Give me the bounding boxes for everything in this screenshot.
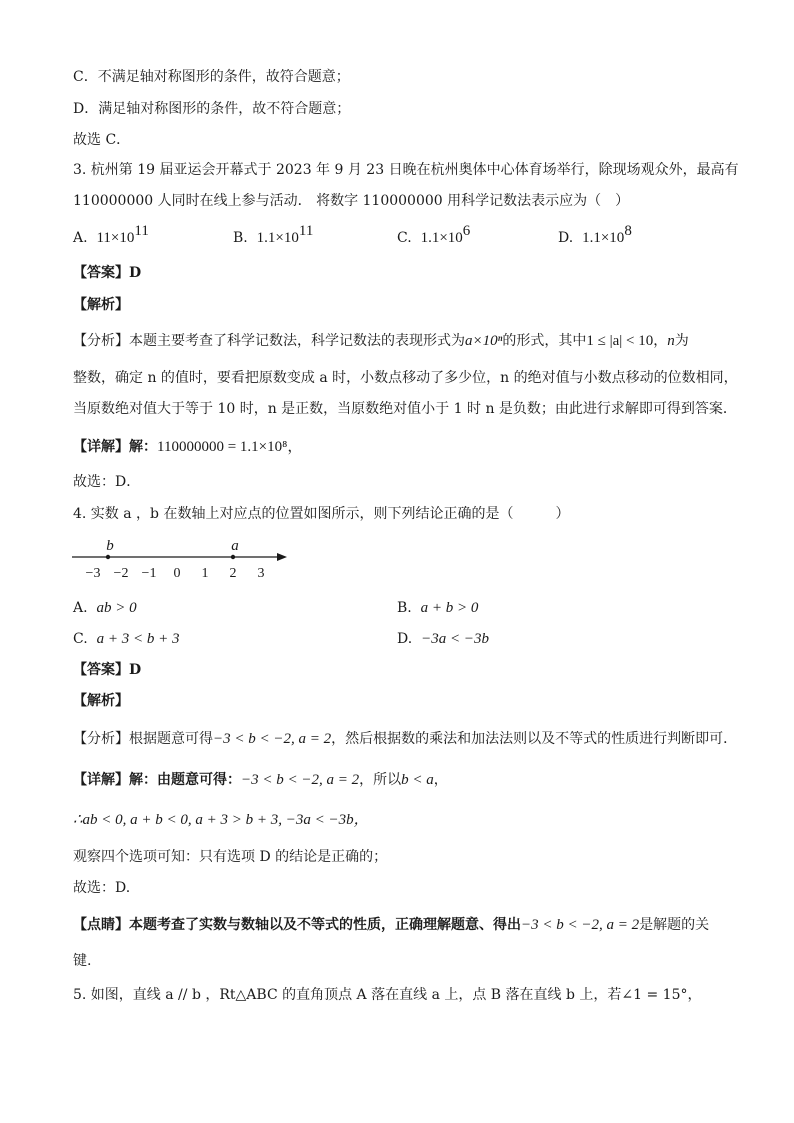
point-a-label: a xyxy=(231,538,239,554)
q3-choose: 故选：D． xyxy=(73,474,141,490)
q4-therefore: ∴ab < 0, a + b < 0, a + 3 > b + 3, −3a < −3b， xyxy=(73,812,369,828)
q4-stem: 4. 实数 a ，b 在数轴上对应点的位置如图所示，则下列结论正确的是（ ） xyxy=(73,506,570,522)
q3-option-b: B. $1.1\times 10^{11}$ xyxy=(233,223,314,246)
q4-comment-line2: 键. xyxy=(73,953,92,969)
q4-analysis: 【分析】根据题意可得−3 < b < −2, a = 2，然后根据数的乘法和加法法则以及不等式的性质进行判断即可． xyxy=(73,731,738,747)
point-b-label: b xyxy=(106,538,114,554)
q3-analysis-line1: 【分析】本题主要考查了科学记数法，科学记数法的表现形式为a×10ⁿ的形式，其中1 ≤ |a| < 10，n为 xyxy=(73,333,689,349)
q4-option-c: C. a + 3 < b + 3 xyxy=(73,631,180,647)
q3-analysis-line3: 当原数绝对值大于等于 10 时，n 是正数，当原数绝对值小于 1 时 n 是负数；由此进行求解即可得到答案． xyxy=(73,401,737,417)
number-line-figure xyxy=(70,535,300,583)
q4-choose: 故选：D. xyxy=(73,880,131,896)
abs-range: 1 ≤ |a| < 10 xyxy=(586,333,654,349)
q3-option-d: D. $1.1\times 10^8$ xyxy=(558,223,632,246)
q4-observe: 观察四个选项可知：只有选项 D 的结论是正确的； xyxy=(73,849,388,865)
q4-comment-line1: 【点睛】本题考查了实数与数轴以及不等式的性质，正确理解题意、得出−3 < b < −2, a = 2是解题的关 xyxy=(73,917,710,933)
q3-option-a: A. $11\times 10^{11}$ xyxy=(73,223,149,246)
q5-stem: 5. 如图，直线 a // b ，Rt△ABC 的直角顶点 A 落在直线 a 上，点 B 落在直线 b 上，若∠1 = 15°， xyxy=(73,987,702,1003)
tick-label: −3 xyxy=(85,566,101,581)
option-c-analysis: C．不满足轴对称图形的条件，故符合题意； xyxy=(73,69,350,85)
choose-c: 故选 C． xyxy=(73,132,131,148)
tick-label: −2 xyxy=(113,566,129,581)
number-line-ticks xyxy=(86,566,265,581)
sci-notation-form: a×10ⁿ xyxy=(465,333,503,349)
q4-option-b: B. a + b > 0 xyxy=(397,600,479,616)
point-b-dot xyxy=(106,555,110,559)
tick-label: 0 xyxy=(173,566,181,581)
tick-label: 2 xyxy=(229,566,237,581)
tick-label: −1 xyxy=(141,566,157,581)
arrow-head-icon xyxy=(277,553,287,561)
tick-label: 3 xyxy=(257,566,265,581)
q3-answer: 【答案】D xyxy=(73,265,142,281)
q3-jiexi-heading: 【解析】 xyxy=(73,297,129,313)
q4-option-a: A. ab > 0 xyxy=(73,600,137,616)
q3-detail: 【详解】解：110000000 = 1.1×10⁸， xyxy=(73,439,303,455)
tick-label: 1 xyxy=(201,566,209,581)
q3-stem-line2: 110000000 人同时在线上参与活动． 将数字 110000000 用科学记数法表示应为（ ） xyxy=(73,193,630,209)
q4-option-d: D. −3a < −3b xyxy=(397,631,489,647)
q3-analysis-line2: 整数，确定 n 的值时，要看把原数变成 a 时，小数点移动了多少位，n 的绝对值与小数点移动的位数相同， xyxy=(73,370,738,386)
point-a-dot xyxy=(231,555,235,559)
q3-stem-line1: 3. 杭州第 19 届亚运会开幕式于 2023 年 9 月 23 日晚在杭州奥体中心体育场举行，除现场观众外，最高有 xyxy=(73,162,739,178)
q3-option-c: C. $1.1\times 10^6$ xyxy=(397,223,471,246)
option-d-analysis: D．满足轴对称图形的条件，故不符合题意； xyxy=(73,101,351,117)
q4-answer: 【答案】D xyxy=(73,662,142,678)
q4-jiexi-heading: 【解析】 xyxy=(73,693,129,709)
q4-detail: 【详解】解：由题意可得：−3 < b < −2, a = 2，所以b < a， xyxy=(73,772,448,788)
